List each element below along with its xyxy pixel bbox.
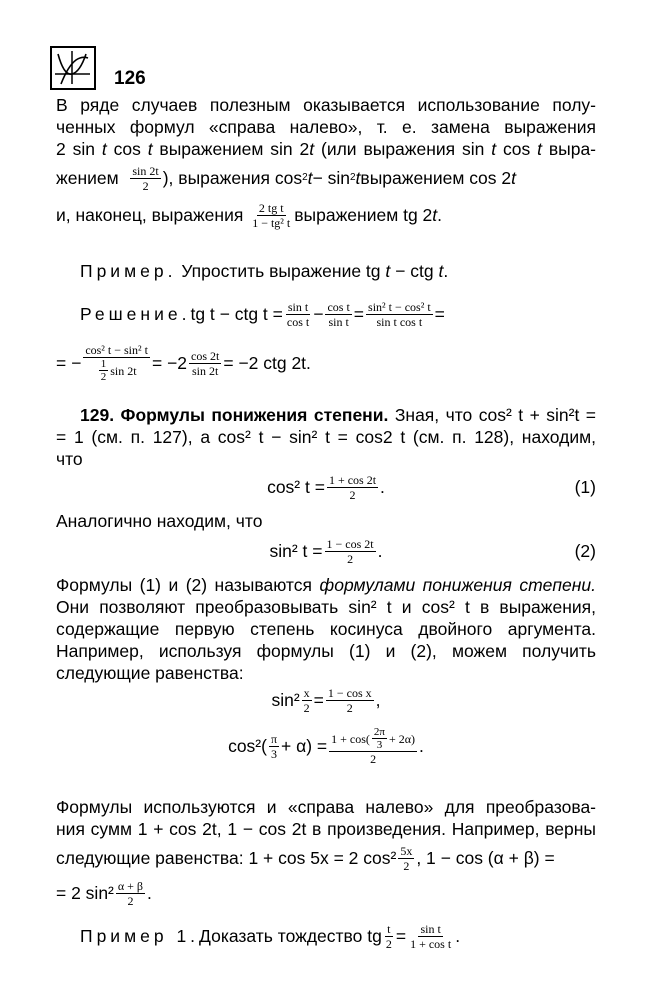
equation-number: (1)	[574, 477, 596, 497]
fraction: $\frac{\text{cos t}}{\text{sin t}}$	[327, 299, 350, 329]
paragraph-line: ченных формул «справа налево», т. е. замена выражения	[56, 117, 596, 137]
paragraph-line: 2 sin t cos t выражением sin 2t (или выражения sin t cos t выра-	[56, 139, 597, 159]
paragraph-line: следующие равенства:	[56, 663, 244, 683]
fraction: $\frac{\text{sin² t − cos² t}}{\text{sin t cos t}}$	[368, 299, 431, 329]
fraction: $\frac{5x}{2}$	[400, 843, 413, 873]
equation-number: (2)	[574, 541, 596, 561]
section-logo	[50, 46, 96, 90]
paragraph-line: Формулы используются и «справа налево» для преобразова-	[56, 797, 596, 817]
paragraph-line: и, наконец, выражения $\frac{\text{2 tg t}}{\text{1 − tg² t}}$ выражением tg 2 t .	[56, 200, 443, 230]
equation-3: sin² $\frac{x}{2}$ = $\frac{\text{1 − cos x}}{2}$ ,	[271, 685, 381, 715]
paragraph-line: Аналогично находим, что	[56, 511, 263, 531]
equation-4: cos²( $\frac{\pi}{3}$ + α) = 1 + cos( $\frac{2\pi}{3}$ + 2α) 2 .	[228, 726, 424, 766]
paragraph-line: = 2 sin² $\frac{\alpha + \beta}{2}$ .	[56, 878, 152, 908]
fraction: $\frac{1 - \cos 2t}{2}$	[326, 536, 374, 566]
paragraph-line: В ряде случаев полезным оказывается использование полу-	[56, 95, 596, 115]
fraction: $\frac{\alpha + \beta}{2}$	[117, 878, 144, 908]
fraction: $\frac{\text{sin t}}{\text{1 + cos t}}$	[410, 921, 452, 951]
fraction: cos² t − sin² t $\frac{1}{2}$ sin 2t	[85, 343, 148, 383]
equation-2: sin² t = $\frac{1 - \cos 2t}{2}$ . (2)	[269, 536, 596, 566]
fraction: 1 + cos( $\frac{2\pi}{3}$ + 2α) 2	[331, 726, 416, 766]
solution-line-2: = − cos² t − sin² t $\frac{1}{2}$ sin 2t = −2 $\frac{\cos 2t}{\sin 2t}$ = −2 ctg 2t.	[56, 343, 311, 383]
graph-icon	[52, 48, 93, 87]
fraction: $\frac{\pi}{3}$	[270, 731, 278, 761]
paragraph-line: Они позволяют преобразовывать sin² t и cos² t в выражения,	[56, 597, 596, 617]
fraction: $\frac{\text{2 tg t}}{\text{1 − tg² t}}$	[252, 200, 291, 230]
paragraph-line: Например, используя формулы (1) и (2), можем получить	[56, 641, 596, 661]
page-number: 126	[114, 68, 146, 89]
solution-line: Решение. tg t − ctg t = $\frac{\text{sin t}}{\text{cos t}}$ − $\frac{\text{cos t}}{\text{sin t}}$ = $\frac{\text{sin² t − cos² t}}{\text{sin t cos t}}$ =	[80, 299, 445, 329]
paragraph-line: = 1 (см. п. 127), а cos² t − sin² t = cos2 t (см. п. 128), находим,	[56, 427, 596, 447]
example-1-line: Пример 1. Доказать тождество tg $\frac{t}{2}$ = $\frac{\text{sin t}}{\text{1 + cos t}}$ .	[80, 921, 461, 951]
fraction: $\frac{1 + \cos 2t}{2}$	[328, 472, 377, 502]
paragraph-line: Формулы (1) и (2) называются формулами понижения степени.	[56, 575, 596, 595]
fraction: $\frac{\cos 2t}{\sin 2t}$	[191, 348, 220, 378]
fraction: $\frac{\text{1 − cos x}}{2}$	[327, 685, 372, 715]
section-heading-line: 129. Формулы понижения степени. Зная, что cos² t + sin²t =	[80, 405, 596, 425]
paragraph-line: следующие равенства: 1 + cos 5x = 2 cos² $\frac{5x}{2}$ , 1 − cos (α + β) =	[56, 843, 555, 873]
fraction: $\frac{t}{2}$	[385, 921, 392, 951]
paragraph-line: что	[56, 449, 83, 469]
paragraph-line: жением $\frac{\sin 2t}{2}$ ), выражения cos 2 t − sin 2 t выражением cos 2 t	[56, 163, 516, 193]
section-title: 129. Формулы понижения степени.	[80, 405, 389, 425]
paragraph-line: содержащие первую степень косинуса двойного аргумента.	[56, 619, 596, 639]
fraction: $\frac{x}{2}$	[303, 685, 310, 715]
paragraph-line: ния сумм 1 + cos 2t, 1 − cos 2t в произведения. Например, верны	[56, 819, 596, 839]
fraction: $\frac{\text{sin t}}{\text{cos t}}$	[286, 299, 310, 329]
example-line: Пример. Упростить выражение tg t − ctg t.	[80, 261, 449, 281]
fraction: $\frac{\sin 2t}{2}$	[132, 163, 159, 193]
equation-1: cos² t = $\frac{1 + \cos 2t}{2}$ . (1)	[267, 472, 596, 502]
